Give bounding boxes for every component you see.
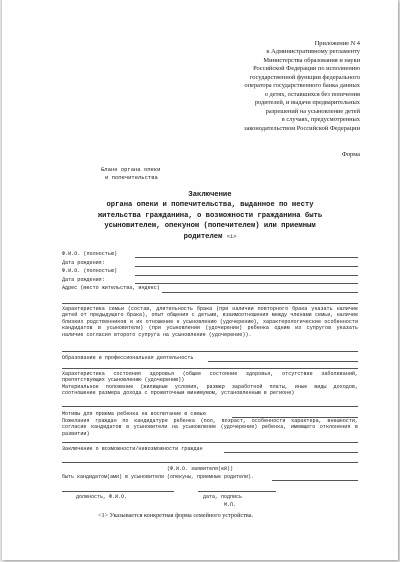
- title-line: Заключение: [188, 191, 232, 199]
- date-sign-caption: дата, подпись: [203, 494, 243, 500]
- appendix-line: родителей, и выдачи предварительных: [254, 99, 360, 107]
- position-line: [62, 491, 174, 492]
- health-section: Характеристика состояния здоровья (общее состояние здоровья, отсутствие заболеваний, препятствующих усыновлению (удочерению)): [62, 371, 358, 384]
- title-line: органа опеки и попечительства, выданное по месту: [106, 201, 314, 210]
- field-label: Ф.И.О. (полностью): [62, 268, 118, 275]
- applicant-caption: (Ф.И.О. заявителя(ей)): [167, 466, 234, 472]
- fill-line: [135, 257, 358, 258]
- divider-line: [62, 442, 358, 443]
- appendix-line: Министерства образования и науки: [263, 56, 360, 64]
- birth-date-field-1[interactable]: [62, 260, 358, 269]
- divider-line: [62, 406, 358, 407]
- fill-line: [224, 452, 358, 453]
- appendix-line: оператора государственного банка данных: [244, 82, 360, 90]
- fill-line: [135, 283, 358, 284]
- appendix-line: Российской Федерации по исполнению: [253, 65, 360, 73]
- footnote-ref: <1>: [226, 233, 237, 240]
- authority-blank-line: Бланк органа опеки: [101, 166, 161, 173]
- material-section: Материальное положение (жилищные условия, размер заработной платы, иные виды доходов, соотношение размера дохода с прожиточным минимумом, установленным в регионе): [62, 384, 358, 397]
- wishes-section: Пожелания граждан по кандидатуре ребенка (пол, возраст, особенности характера, внешности, согласие кандидатов в усыновители на усыновление (удочерение) ребенка, имеющего отклонения в развитии): [62, 418, 358, 437]
- appendix-line: о детях, оставшихся без попечения: [264, 90, 360, 98]
- address-field[interactable]: [62, 285, 358, 294]
- seal-caption: М.П.: [224, 502, 237, 508]
- appendix-line: к Административному регламенту: [266, 48, 360, 56]
- form-label: Форма: [341, 151, 360, 158]
- title-line: родителем: [183, 232, 223, 241]
- field-label: Дата рождения:: [62, 276, 105, 283]
- candidates-line: быть кандидатом(ами) в усыновители (опекуны, приемные родители).: [62, 474, 255, 480]
- fill-line: [135, 275, 358, 276]
- field-label: Ф.И.О. (полностью): [62, 251, 118, 257]
- authority-blank: [101, 166, 160, 182]
- divider-line: [62, 303, 358, 304]
- document-title: [62, 190, 358, 242]
- appendix-line: разрешений на усыновление детей: [265, 107, 360, 115]
- title-line: усыновителем, опекуном (попечителем) или приемным: [104, 222, 316, 231]
- fill-line: [272, 480, 358, 481]
- fill-line: [135, 266, 358, 267]
- title-line: жительства гражданина, о возможности гражданина быть: [97, 211, 323, 220]
- conclusion-section: Заключение о возможности/невозможности граждан: [62, 446, 203, 452]
- appendix-line: государственной функции федерального: [249, 73, 360, 81]
- personal-fields: [62, 251, 358, 294]
- field-label: Адрес (место жительства, индекс): [62, 285, 160, 292]
- footnote: <1> Указывается конкретная форма семейного устройства.: [98, 512, 254, 519]
- divider-line: [62, 368, 358, 369]
- document-page: [2, 0, 398, 560]
- education-section: Образование и профессиональная деятельность: [62, 355, 194, 361]
- date-sign-line: [198, 491, 276, 492]
- appendix-header: [180, 40, 360, 133]
- motives-section: Мотивы для приема ребенка на воспитание в семью: [62, 411, 206, 417]
- birth-date-field-2[interactable]: [62, 277, 358, 286]
- appendix-line: Приложение N 4: [314, 40, 360, 47]
- fio-field-1[interactable]: [62, 251, 358, 260]
- authority-blank-line: и попечительства: [105, 174, 158, 181]
- divider-line: [62, 462, 358, 463]
- field-label: Дата рождения:: [62, 259, 105, 266]
- fio-field-2[interactable]: [62, 268, 358, 277]
- appendix-line: законодательством Российской Федерации: [243, 124, 360, 132]
- position-caption: должность, Ф.И.О.: [76, 494, 128, 500]
- fill-line: [208, 361, 358, 362]
- fill-line: [162, 292, 358, 293]
- divider-line: [62, 351, 358, 352]
- family-characteristic: Характеристика семьи (состав, длительность брака (при наличии повторного брака указать наличие детей от предыдущего брака), опыт общения с детьми, взаимоотношения между членами семьи, наличие близких родственников и их отношение к усыновлению (удочерению), характерологические особенности кандидатов в усыновители) (при усыновлении (удочерении) ребенка одним из супругов указать наличие согласия второго супруга на усыновление (удочерение)).: [62, 306, 358, 338]
- appendix-line: в случаях, предусмотренных: [281, 116, 360, 124]
